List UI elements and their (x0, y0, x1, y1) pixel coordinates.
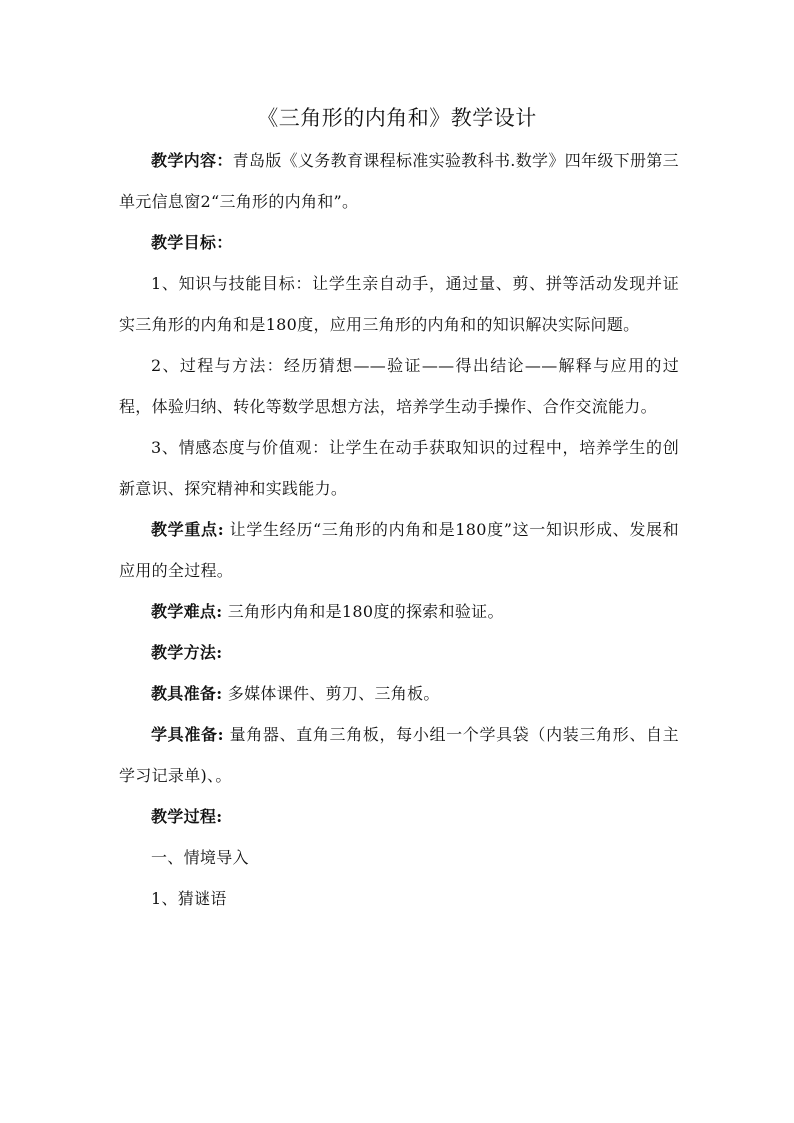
paragraph-teacher-materials (119, 673, 679, 714)
paragraph-goal-knowledge (119, 263, 679, 345)
paragraph-text: 让学生经历“三角形的内角和是180度”这一知识形成、发展和应用的全过程。 (119, 520, 679, 580)
paragraph-text: 量角器、直角三角板，每小组一个学具袋（内装三角形、自主学习记录单)、。 (119, 725, 679, 785)
paragraph-teaching-method (119, 632, 679, 673)
paragraph-label: 教具准备: (151, 684, 223, 703)
paragraph-label: 教学目标： (151, 233, 233, 252)
paragraph-teaching-content (119, 140, 679, 222)
paragraph-text: 一、情境导入 (151, 848, 249, 867)
paragraph-text: 多媒体课件、剪刀、三角板。 (222, 684, 440, 703)
paragraph-goal-process (119, 345, 679, 427)
paragraph-text: 3、情感态度与价值观：让学生在动手获取知识的过程中，培养学生的创新意识、探究精神和实践能力。 (119, 438, 679, 498)
paragraph-label: 学具准备: (151, 725, 224, 744)
paragraph-label: 教学重点: (151, 520, 224, 539)
paragraph-text: 1、知识与技能目标：让学生亲自动手，通过量、剪、拼等活动发现并证实三角形的内角和是180度，应用三角形的内角和的知识解决实际问题。 (119, 274, 679, 334)
paragraph-text: 三角形内角和是180度的探索和验证。 (222, 602, 504, 621)
paragraph-student-materials (119, 714, 679, 796)
paragraph-text: 青岛版《义务教育课程标准实验教科书.数学》四年级下册第三单元信息窗2“三角形的内角和”。 (119, 151, 679, 211)
paragraph-teaching-goals (119, 222, 679, 263)
paragraph-teaching-process (119, 796, 679, 837)
paragraph-label: 教学内容： (151, 151, 233, 170)
paragraph-label: 教学过程: (151, 807, 223, 826)
paragraph-text: 2、过程与方法：经历猜想——验证——得出结论——解释与应用的过程，体验归纳、转化等数学思想方法，培养学生动手操作、合作交流能力。 (119, 356, 679, 416)
paragraph-riddle (119, 878, 679, 919)
document-title: 《三角形的内角和》教学设计 (257, 106, 537, 130)
paragraph-key-point (119, 509, 679, 591)
paragraph-difficulty (119, 591, 679, 632)
paragraph-label: 教学方法: (151, 643, 223, 662)
paragraph-label: 教学难点: (151, 602, 223, 621)
paragraph-goal-attitude (119, 427, 679, 509)
document-body (119, 140, 679, 919)
paragraph-text: 1、猜谜语 (151, 889, 227, 908)
paragraph-section-intro (119, 837, 679, 878)
